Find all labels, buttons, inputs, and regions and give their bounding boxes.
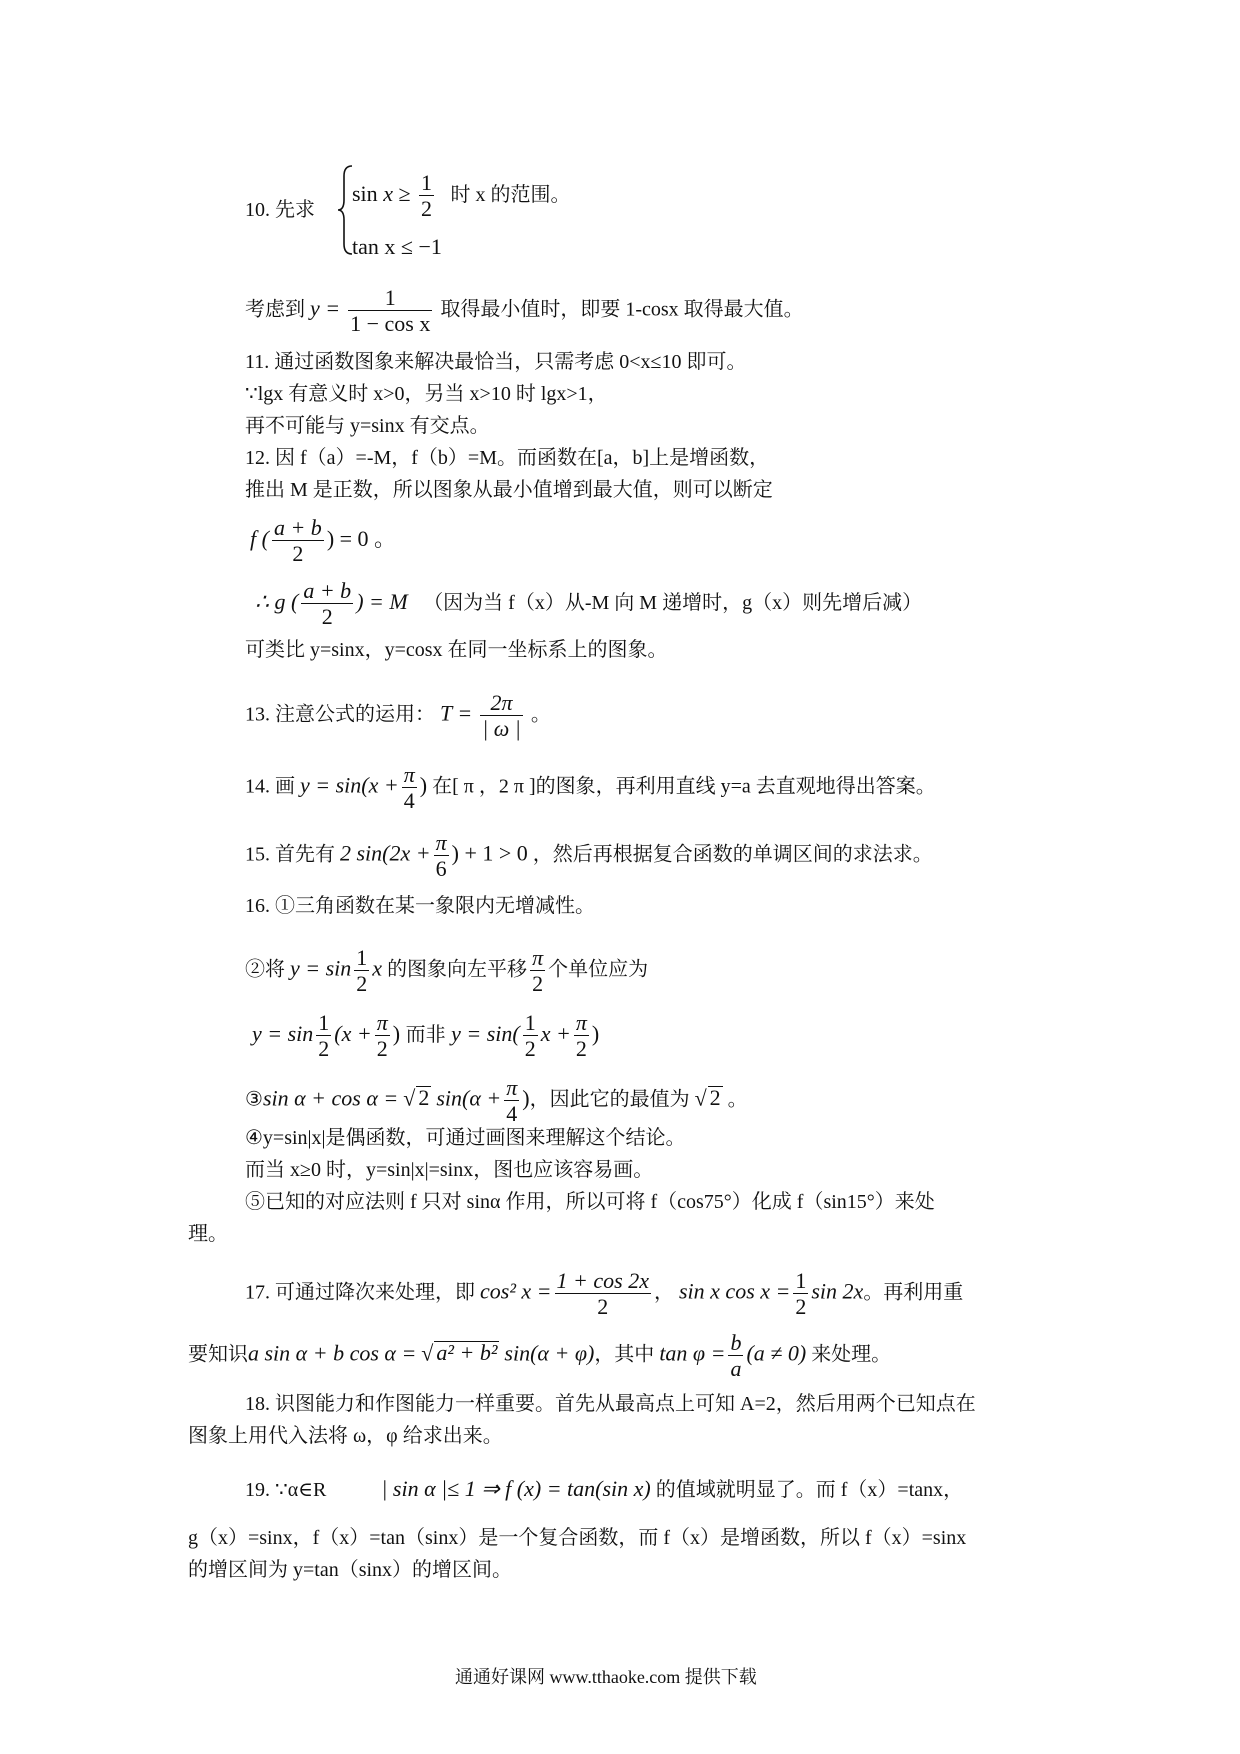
line-16b: ②将 y = sin $\frac{1}{2}$ x 的图象向左平移 $\frac{\pi}{2}$ 个单位应为	[245, 945, 649, 997]
line-16c: y = sin $\frac{1}{2}$ (x + $\frac{\pi}{2}$ ) 而非 y = sin( $\frac{1}{2}$ x + $\frac{\pi}{2}$ )	[252, 1010, 600, 1062]
line-16: 16. ①三角函数在某一象限内无增减性。	[245, 895, 595, 917]
line-16e: ④y=sin|x|是偶函数，可通过画图来理解这个结论。	[245, 1127, 686, 1149]
line-16h: 理。	[188, 1223, 228, 1245]
line-12d: ∴ g ( $\frac{a + b}{2}$ ) = M （因为当 f（x）从-M 向 M 递增时，g（x）则先增后减）	[255, 578, 923, 630]
system-row-2: tan x ≤ −1	[352, 234, 442, 259]
line-12e: 可类比 y=sinx，y=cosx 在同一坐标系上的图象。	[245, 639, 668, 661]
line-12: 12. 因 f（a）=-M，f（b）=M。而函数在[a，b]上是增函数，	[245, 447, 770, 469]
line-12c: f ( $\frac{a + b}{2}$ ) = 0 。	[250, 515, 397, 567]
line-11: 11. 通过函数图象来解决最恰当，只需考虑 0<x≤10 即可。	[245, 351, 747, 373]
line-10b: 考虑到 y = $\frac{1}{\text{1 − cos x}}$ 取得最小值时，即要 1-cosx 取得最大值。	[245, 285, 804, 337]
line-12b: 推出 M 是正数，所以图象从最小值增到最大值，则可以断定	[245, 479, 773, 501]
item-10-label: 10. 先求	[245, 199, 315, 221]
line-16f: 而当 x≥0 时，y=sin|x|=sinx，图也应该容易画。	[245, 1159, 654, 1181]
line-11b: ∵lgx 有意义时 x>0，另当 x>10 时 lgx>1，	[245, 383, 608, 405]
line-16g: ⑤已知的对应法则 f 只对 sinα 作用，所以可将 f（cos75°）化成 f（sin15°）来处	[245, 1191, 935, 1213]
line-11c: 再不可能与 y=sinx 有交点。	[245, 415, 490, 437]
line-16d: ③sin α + cos α = √ 2 sin(α + $\frac{\pi}{4}$ )，因此它的最值为 √ 2 。	[245, 1075, 748, 1127]
line-18b: 图象上用代入法将 ω，φ 给求出来。	[188, 1425, 503, 1447]
line-19b: g（x）=sinx，f（x）=tan（sinx）是一个复合函数，而 f（x）是增函数，所以 f（x）=sinx	[188, 1527, 967, 1549]
line-13: 13. 注意公式的运用： T = $\frac{2\pi}{| \omega |}$ 。	[245, 690, 551, 742]
item-10	[245, 200, 315, 220]
line-19: 19. ∵α∈R | sin α |≤ 1 ⇒ f (x) = tan(sin x) 的值域就明显了。而 f（x）=tanx，	[245, 1476, 964, 1501]
system-row-1: sin x ≥ $\frac{1}{2}$ 时 x 的范围。	[352, 170, 571, 222]
line-19c: 的增区间为 y=tan（sinx）的增区间。	[188, 1559, 513, 1581]
line-17: 17. 可通过降次来处理，即 cos² x = $\frac{1 + \cos 2x}{2}$ ， sin x cos x = $\frac{1}{2}$ sin 2x。再利用重	[245, 1268, 964, 1320]
line-18: 18. 识图能力和作图能力一样重要。首先从最高点上可知 A=2，然后用两个已知点在	[245, 1393, 976, 1415]
line-17b: 要知识a sin α + b cos α = √ a² + b² sin(α + φ)，其中 tan φ = $\frac{b}{a}$ (a ≠ 0) 来处理。	[188, 1330, 892, 1382]
page-footer: 通通好课网 www.tthaoke.com 提供下载	[455, 1667, 757, 1687]
line-14: 14. 画 y = sin(x + $\frac{\pi}{4}$ ) 在[ π ，2 π ]的图象，再利用直线 y=a 去直观地得出答案。	[245, 762, 936, 814]
line-15: 15. 首先有 2 sin(2x + $\frac{\pi}{6}$ ) + 1 > 0 ，然后再根据复合函数的单调区间的求法求。	[245, 830, 933, 882]
